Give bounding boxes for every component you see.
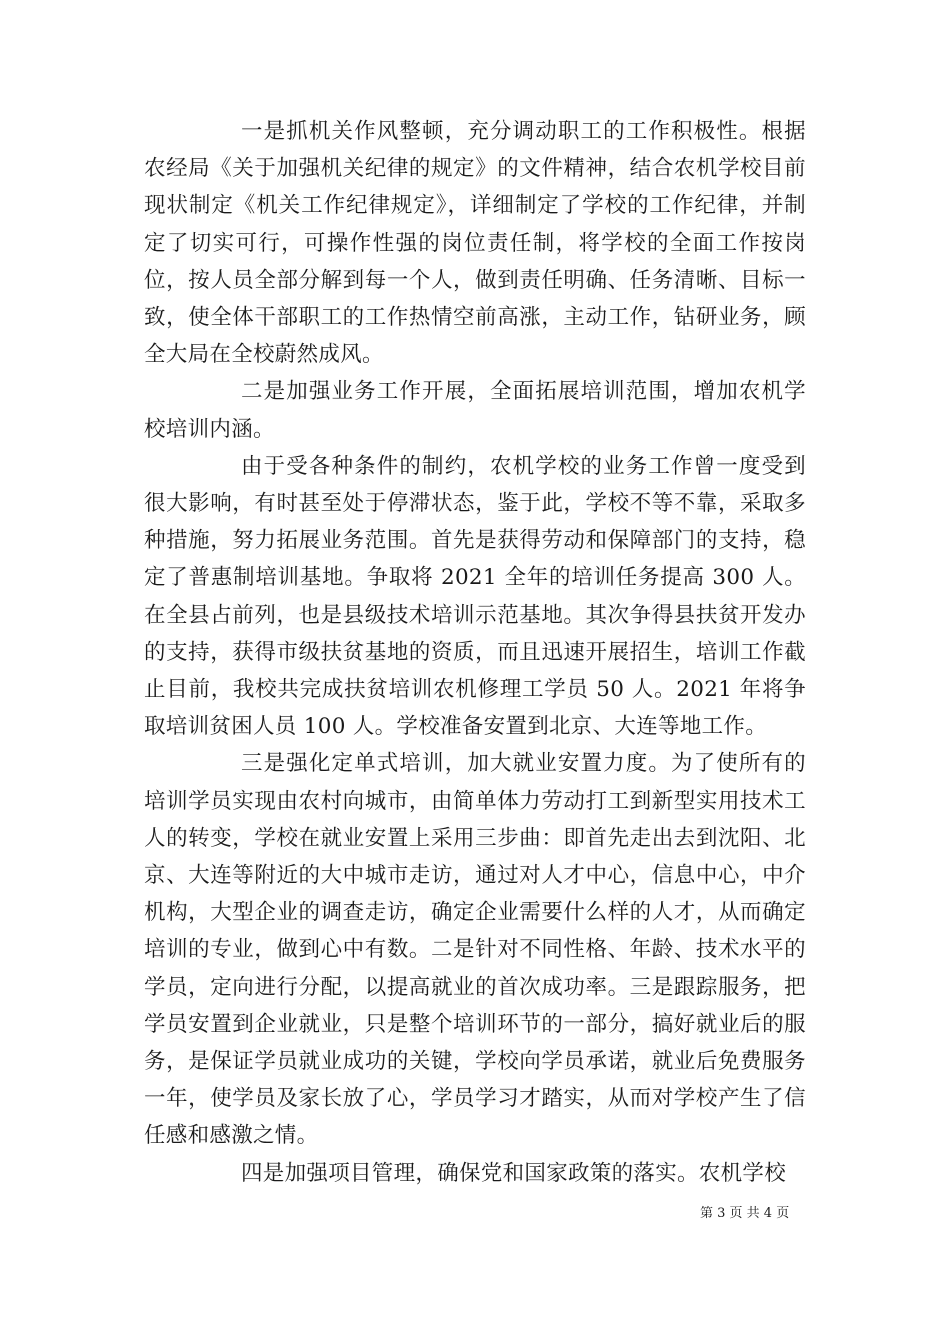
paragraph-business-expansion: 二是加强业务工作开展，全面拓展培训范围，增加农机学校培训内涵。 [144, 379, 806, 442]
document-body [144, 113, 806, 1192]
paragraph-employment-placement: 三是强化定单式培训，加大就业安置力度。为了使所有的培训学员实现由农村向城市，由简单体力劳动打工到新型实用技术工人的转变，学校在就业安置上采用三步曲：即首先走出去到沈阳、北京、大连等附近的大中城市走访，通过对人才中心，信息中心，中介机构，大型企业的调查走访，确定企业需要什么样的人才，从而确定培训的专业，做到心中有数。二是针对不同性格、年龄、技术水平的学员，定向进行分配，以提高就业的首次成功率。三是跟踪服务，把学员安置到企业就业，只是整个培训环节的一部分，搞好就业后的服务，是保证学员就业成功的关键，学校向学员承诺，就业后免费服务一年，使学员及家长放了心，学员学习才踏实，从而对学校产生了信任感和感激之情。 [144, 751, 806, 1149]
paragraph-project-management: 四是加强项目管理，确保党和国家政策的落实。农机学校 [241, 1160, 787, 1186]
page-number-footer: 第 3 页 共 4 页 [700, 1206, 790, 1221]
paragraph-training-scope: 由于受各种条件的制约，农机学校的业务工作曾一度受到很大影响，有时甚至处于停滞状态，鉴于此，学校不等不靠，采取多种措施，努力拓展业务范围。首先是获得劳动和保障部门的支持，稳定了普惠制培训基地。争取将 2021 全年的培训任务提高 300 人。在全县占前列，也是县级技术培训示范基地。其次争得县扶贫开发办的支持，获得市级扶贫基地的资质，而且迅速开展招生，培训工作截止目前，我校共完成扶贫培训农机修理工学员 50 人。2021 年将争取培训贫困人员 100 人。学校准备安置到北京、大连等地工作。 [144, 453, 806, 740]
paragraph-work-style: 一是抓机关作风整顿，充分调动职工的工作积极性。根据农经局《关于加强机关纪律的规定》的文件精神，结合农机学校目前现状制定《机关工作纪律规定》，详细制定了学校的工作纪律，并制定了切实可行，可操作性强的岗位责任制，将学校的全面工作按岗位，按人员全部分解到每一个人，做到责任明确、任务清晰、目标一致，使全体干部职工的工作热情空前高涨，主动工作，钻研业务，顾全大局在全校蔚然成风。 [144, 119, 806, 368]
